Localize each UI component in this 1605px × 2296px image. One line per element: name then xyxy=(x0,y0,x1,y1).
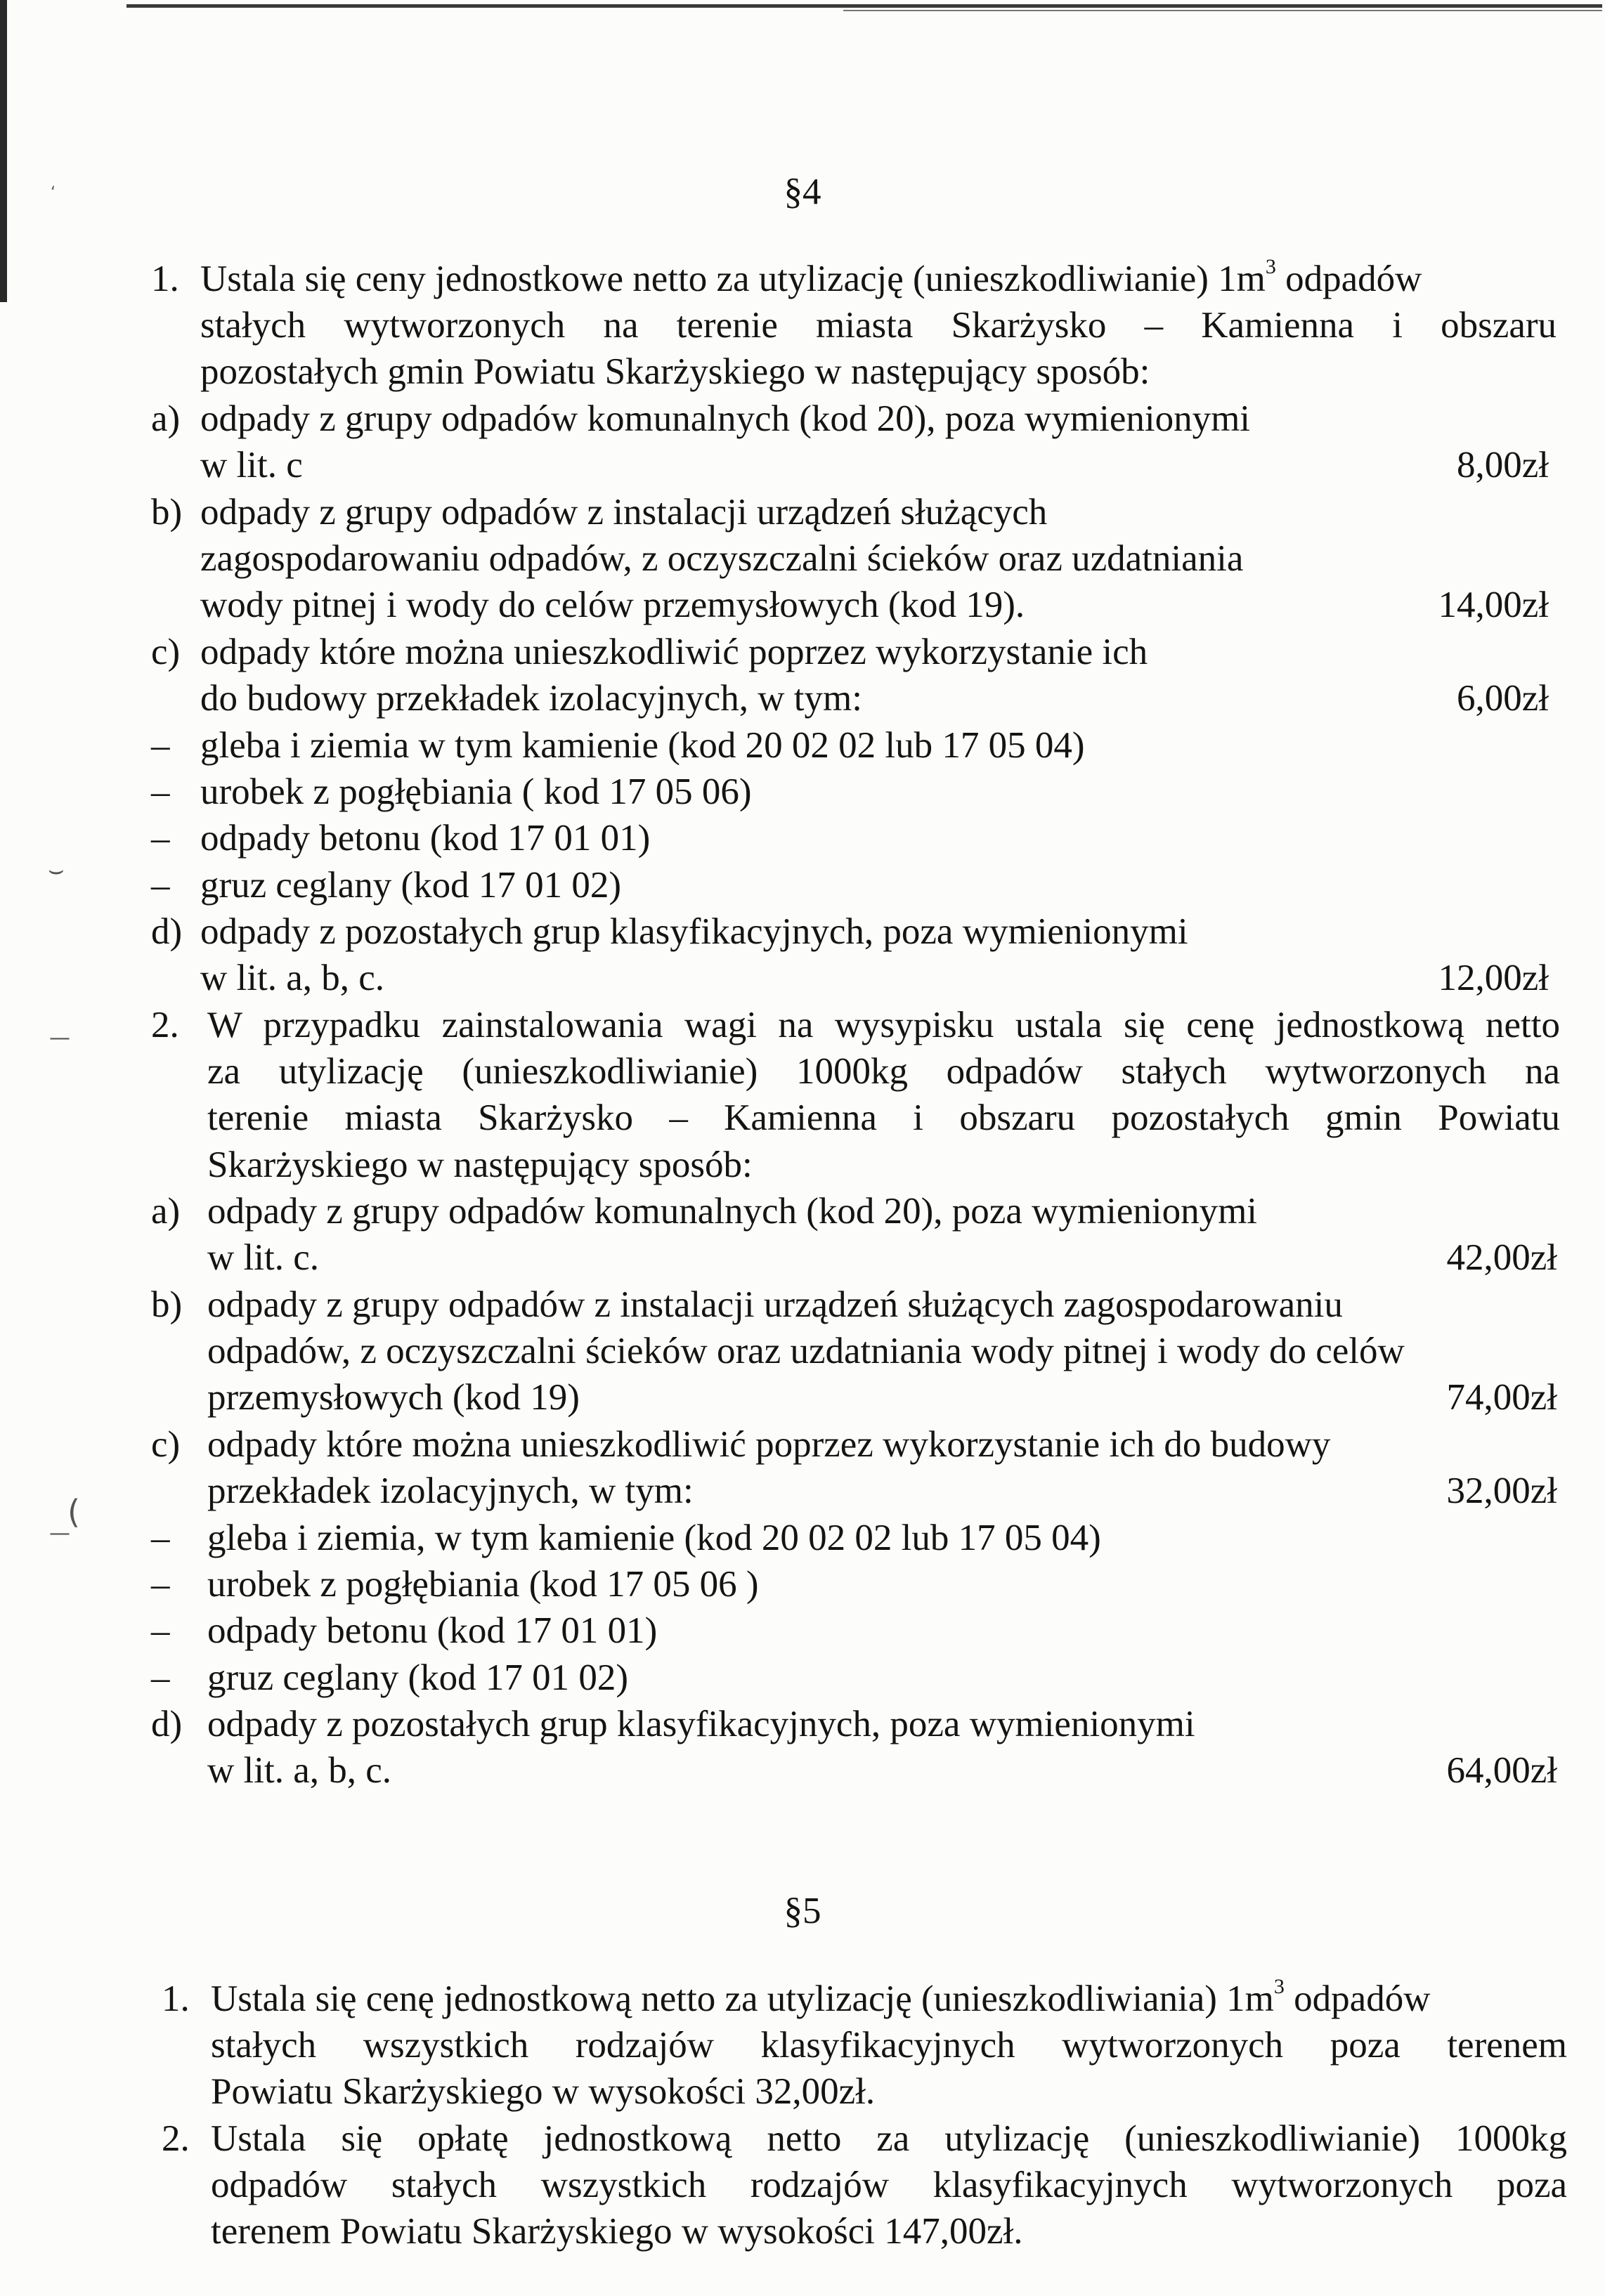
text-line: odpady z grupy odpadów komunalnych (kod 20), poza wymienionymi xyxy=(200,398,1251,439)
text-line: do budowy przekładek izolacyjnych, w tym: xyxy=(200,678,862,719)
list-item: gruz ceglany (kod 17 01 02) xyxy=(207,1657,629,1698)
list-item: gruz ceglany (kod 17 01 02) xyxy=(200,865,622,906)
paragraph-number: 2. xyxy=(162,2118,190,2159)
list-item: gleba i ziemia w tym kamienie (kod 20 02 02 lub 17 05 04) xyxy=(200,725,1085,766)
scan-top-border-thin xyxy=(843,10,1602,11)
list-item: odpady betonu (kod 17 01 01) xyxy=(207,1610,658,1651)
text-line: odpady z pozostałych grup klasyfikacyjnych, poza wymienionymi xyxy=(207,1704,1195,1744)
paragraph-number: 2. xyxy=(151,1005,179,1045)
text-line: odpady z pozostałych grup klasyfikacyjnych, poza wymienionymi xyxy=(200,911,1188,952)
dash-bullet: – xyxy=(151,1518,170,1558)
paragraph-number: 1. xyxy=(151,259,179,299)
margin-mark: ( xyxy=(67,1493,80,1531)
price-value: 14,00zł xyxy=(1438,585,1549,625)
dash-bullet: – xyxy=(151,771,170,812)
price-value: 74,00zł xyxy=(1446,1377,1557,1418)
dash-bullet: – xyxy=(151,818,170,859)
text-line: Ustala się opłatę jednostkową netto za utylizację (unieszkodliwianie) 1000kg xyxy=(211,2118,1567,2159)
dash-bullet: – xyxy=(151,1564,170,1605)
text-line: odpadów stałych wszystkich rodzajów klasyfikacyjnych wytworzonych poza xyxy=(211,2165,1567,2205)
item-label-c: c) xyxy=(151,632,181,672)
item-label-b: b) xyxy=(151,1284,183,1325)
text-line: odpadów, z oczyszczalni ścieków oraz uzdatniania wody pitnej i wody do celów xyxy=(207,1331,1405,1371)
list-item: urobek z pogłębiania ( kod 17 05 06) xyxy=(200,771,752,812)
dash-bullet: – xyxy=(151,1657,170,1698)
price-value: 6,00zł xyxy=(1457,678,1549,719)
text-line: stałych wytworzonych na terenie miasta Skarżysko – Kamienna i obszaru xyxy=(200,305,1557,346)
text-line: terenie miasta Skarżysko – Kamienna i obszaru pozostałych gmin Powiatu xyxy=(207,1097,1560,1138)
text-line: W przypadku zainstalowania wagi na wysypisku ustala się cenę jednostkową netto xyxy=(207,1005,1560,1045)
item-label-a: a) xyxy=(151,1191,181,1232)
margin-mark: — xyxy=(49,1026,70,1050)
list-item: urobek z pogłębiania (kod 17 05 06 ) xyxy=(207,1564,759,1605)
section-heading-5: §5 xyxy=(784,1891,821,1931)
list-item: gleba i ziemia, w tym kamienie (kod 20 02 02 lub 17 05 04) xyxy=(207,1518,1101,1558)
text-line: wody pitnej i wody do celów przemysłowych (kod 19). xyxy=(200,585,1025,625)
text-line: Ustala się ceny jednostkowe netto za utylizację (unieszkodliwianie) $1m^3$ odpadów xyxy=(200,255,1422,299)
text-line: stałych wszystkich rodzajów klasyfikacyjnych wytworzonych poza terenem xyxy=(211,2025,1567,2066)
margin-mark: — xyxy=(49,1521,70,1546)
text-line: Skarżyskiego w następujący sposób: xyxy=(207,1144,753,1185)
price-value: 42,00zł xyxy=(1446,1237,1557,1278)
price-value: 32,00zł xyxy=(1446,1470,1557,1511)
text-line: terenem Powiatu Skarżyskiego w wysokości 147,00zł. xyxy=(211,2211,1023,2252)
item-label-c: c) xyxy=(151,1424,181,1465)
paragraph-number: 1. xyxy=(162,1978,190,2019)
margin-mark: ⌣ xyxy=(48,856,65,885)
item-label-d: d) xyxy=(151,911,183,952)
dash-bullet: – xyxy=(151,865,170,906)
scan-speck: ‘ xyxy=(51,184,56,202)
price-value: 64,00zł xyxy=(1446,1750,1557,1791)
text-line: zagospodarowaniu odpadów, z oczyszczalni ścieków oraz uzdatniania xyxy=(200,538,1244,579)
text-line: w lit. a, b, c. xyxy=(207,1750,391,1791)
scan-top-border xyxy=(126,4,1602,8)
text-line: odpady z grupy odpadów komunalnych (kod 20), poza wymienionymi xyxy=(207,1191,1258,1232)
text-line: przemysłowych (kod 19) xyxy=(207,1377,580,1418)
item-label-d: d) xyxy=(151,1704,183,1744)
text-line: przekładek izolacyjnych, w tym: xyxy=(207,1470,694,1511)
text-line: w lit. a, b, c. xyxy=(200,958,384,998)
price-value: 12,00zł xyxy=(1438,958,1549,998)
dash-bullet: – xyxy=(151,1610,170,1651)
text-line: w lit. c xyxy=(200,445,303,485)
text-line: odpady z grupy odpadów z instalacji urządzeń służących xyxy=(200,492,1048,533)
price-value: 8,00zł xyxy=(1457,445,1549,485)
text-line: za utylizację (unieszkodliwianie) 1000kg odpadów stałych wytworzonych na xyxy=(207,1051,1560,1092)
scan-left-edge xyxy=(0,0,7,302)
section-heading-4: §4 xyxy=(784,171,821,212)
dash-bullet: – xyxy=(151,725,170,766)
text-line: odpady które można unieszkodliwić poprzez wykorzystanie ich do budowy xyxy=(207,1424,1331,1465)
text-line: odpady które można unieszkodliwić poprzez wykorzystanie ich xyxy=(200,632,1148,672)
text-line: Powiatu Skarżyskiego w wysokości 32,00zł. xyxy=(211,2071,876,2112)
item-label-b: b) xyxy=(151,492,183,533)
list-item: odpady betonu (kod 17 01 01) xyxy=(200,818,651,859)
text-line: odpady z grupy odpadów z instalacji urządzeń służących zagospodarowaniu xyxy=(207,1284,1343,1325)
text-line: Ustala się cenę jednostkową netto za utylizację (unieszkodliwiania) $1m^3$ odpadów xyxy=(211,1975,1431,2019)
text-line: w lit. c. xyxy=(207,1237,319,1278)
text-line: pozostałych gmin Powiatu Skarżyskiego w następujący sposób: xyxy=(200,351,1150,392)
item-label-a: a) xyxy=(151,398,181,439)
